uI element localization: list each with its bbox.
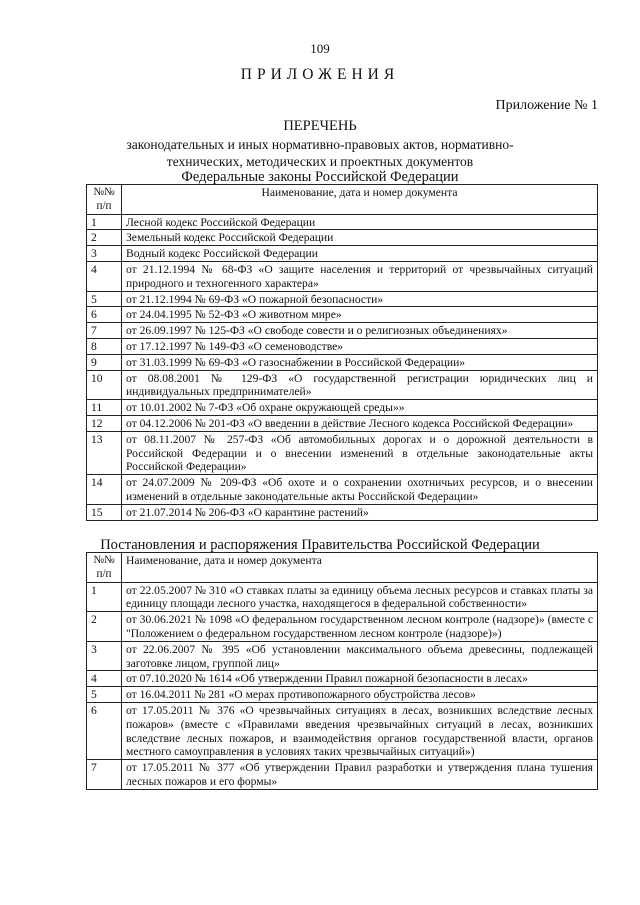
table-row — [87, 687, 598, 703]
document-title: от 08.11.2007 № 257-ФЗ «Об автомобильных дорогах и о дорожной деятельности в Российской Федерации и о внесении изменений в отдельные законодательные акты Российской Федерации» — [122, 431, 598, 474]
table-row — [87, 612, 598, 642]
row-number: 10 — [87, 370, 122, 400]
table-row — [87, 702, 598, 759]
table-header-row — [87, 553, 598, 583]
row-number: 14 — [87, 475, 122, 505]
table-row — [87, 323, 598, 339]
row-number: 9 — [87, 354, 122, 370]
table-row — [87, 671, 598, 687]
row-number: 6 — [87, 307, 122, 323]
table-row — [87, 214, 598, 230]
table-row — [87, 354, 598, 370]
column-header-number: №№ п/п — [87, 185, 122, 215]
document-title: от 04.12.2006 № 201-ФЗ «О введении в действие Лесного кодекса Российской Федерации» — [122, 415, 598, 431]
row-number: 3 — [87, 246, 122, 262]
document-title: от 17.12.1997 № 149-ФЗ «О семеноводстве» — [122, 338, 598, 354]
table-row — [87, 370, 598, 400]
document-title: от 10.01.2002 № 7-ФЗ «Об охране окружающей среды»» — [122, 400, 598, 416]
row-number: 12 — [87, 415, 122, 431]
table-row — [87, 230, 598, 246]
column-header-name: Наименование, дата и номер документа — [122, 185, 598, 215]
government-decrees-rows — [87, 582, 598, 789]
row-number: 1 — [87, 582, 122, 612]
row-number: 7 — [87, 323, 122, 339]
column-header-name: Наименование, дата и номер документа — [122, 553, 598, 583]
list-title: ПЕРЕЧЕНЬ — [283, 118, 357, 134]
table-row — [87, 246, 598, 262]
row-number: 2 — [87, 612, 122, 642]
document-title: от 07.10.2020 № 1614 «Об утверждении Правил пожарной безопасности в лесах» — [122, 671, 598, 687]
document-title: от 30.06.2021 № 1098 «О федеральном государственном лесном контроле (надзоре)» (вместе с "Положением о федеральном государственном лесном контроле (надзоре)») — [122, 612, 598, 642]
document-title: от 24.04.1995 № 52-ФЗ «О животном мире» — [122, 307, 598, 323]
row-number: 2 — [87, 230, 122, 246]
table-row — [87, 582, 598, 612]
document-title: от 24.07.2009 № 209-ФЗ «Об охоте и о сохранении охотничьих ресурсов, и о внесении изменений в отдельные законодательные акты Российской Федерации» — [122, 475, 598, 505]
row-number: 15 — [87, 504, 122, 520]
document-title: от 22.06.2007 № 395 «Об установлении максимального объема древесины, подлежащей заготовке лицом, группой лиц» — [122, 641, 598, 671]
document-title: от 08.08.2001 № 129-ФЗ «О государственной регистрации юридических лиц и индивидуальных предпринимателей» — [122, 370, 598, 400]
document-title: от 21.12.1994 № 68-ФЗ «О защите населения и территорий от чрезвычайных ситуаций природного и техногенного характера» — [122, 261, 598, 291]
appendix-label: Приложение № 1 — [495, 98, 598, 113]
column-header-number: №№ п/п — [87, 553, 122, 583]
row-number: 11 — [87, 400, 122, 416]
section-title-government-decrees: Постановления и распоряжения Правительства Российской Федерации — [100, 537, 540, 553]
document-title: от 17.05.2011 № 377 «Об утверждении Правил разработки и утверждения плана тушения лесных пожаров и его формы» — [122, 760, 598, 790]
table-header-row — [87, 185, 598, 215]
federal-laws-table — [86, 184, 598, 521]
table-row — [87, 504, 598, 520]
row-number: 1 — [87, 214, 122, 230]
document-title: Лесной кодекс Российской Федерации — [122, 214, 598, 230]
table-row — [87, 400, 598, 416]
row-number: 7 — [87, 760, 122, 790]
document-title: от 26.09.1997 № 125-ФЗ «О свободе совести и о религиозных объединениях» — [122, 323, 598, 339]
table-row — [87, 431, 598, 474]
table-row — [87, 760, 598, 790]
document-title: от 21.07.2014 № 206-ФЗ «О карантине растений» — [122, 504, 598, 520]
document-title: Водный кодекс Российской Федерации — [122, 246, 598, 262]
document-title: Земельный кодекс Российской Федерации — [122, 230, 598, 246]
appendices-heading: ПРИЛОЖЕНИЯ — [240, 66, 400, 83]
section-title-federal-laws: Федеральные законы Российской Федерации — [181, 169, 459, 185]
row-number: 3 — [87, 641, 122, 671]
table-row — [87, 415, 598, 431]
row-number: 5 — [87, 687, 122, 703]
row-number: 4 — [87, 261, 122, 291]
document-title: от 22.05.2007 № 310 «О ставках платы за единицу объема лесных ресурсов и ставках платы за единицу площади лесного участка, находящегося в федеральной собственности» — [122, 582, 598, 612]
government-decrees-table — [86, 552, 598, 790]
table-row — [87, 475, 598, 505]
table-row — [87, 338, 598, 354]
federal-laws-rows — [87, 214, 598, 520]
row-number: 6 — [87, 702, 122, 759]
row-number: 4 — [87, 671, 122, 687]
table-row — [87, 291, 598, 307]
row-number: 13 — [87, 431, 122, 474]
page-number: 109 — [310, 41, 330, 56]
list-subtitle-line-2: технических, методических и проектных документов — [166, 154, 474, 169]
document-title: от 17.05.2011 № 376 «О чрезвычайных ситуациях в лесах, возникших вследствие лесных пожаров» (вместе с «Правилами введения чрезвычайных ситуаций в лесах, возникших вследствие лесных пожаров, и взаимодействия органов государственной власти, органов местного самоуправления в условиях таких чрезвычайных ситуаций») — [122, 702, 598, 759]
row-number: 8 — [87, 338, 122, 354]
document-title: от 21.12.1994 № 69-ФЗ «О пожарной безопасности» — [122, 291, 598, 307]
document-title: от 31.03.1999 № 69-ФЗ «О газоснабжении в Российской Федерации» — [122, 354, 598, 370]
list-subtitle-line-1: законодательных и иных нормативно-правовых актов, нормативно- — [126, 137, 514, 152]
table-row — [87, 261, 598, 291]
table-row — [87, 307, 598, 323]
table-row — [87, 641, 598, 671]
document-title: от 16.04.2011 № 281 «О мерах противопожарного обустройства лесов» — [122, 687, 598, 703]
row-number: 5 — [87, 291, 122, 307]
